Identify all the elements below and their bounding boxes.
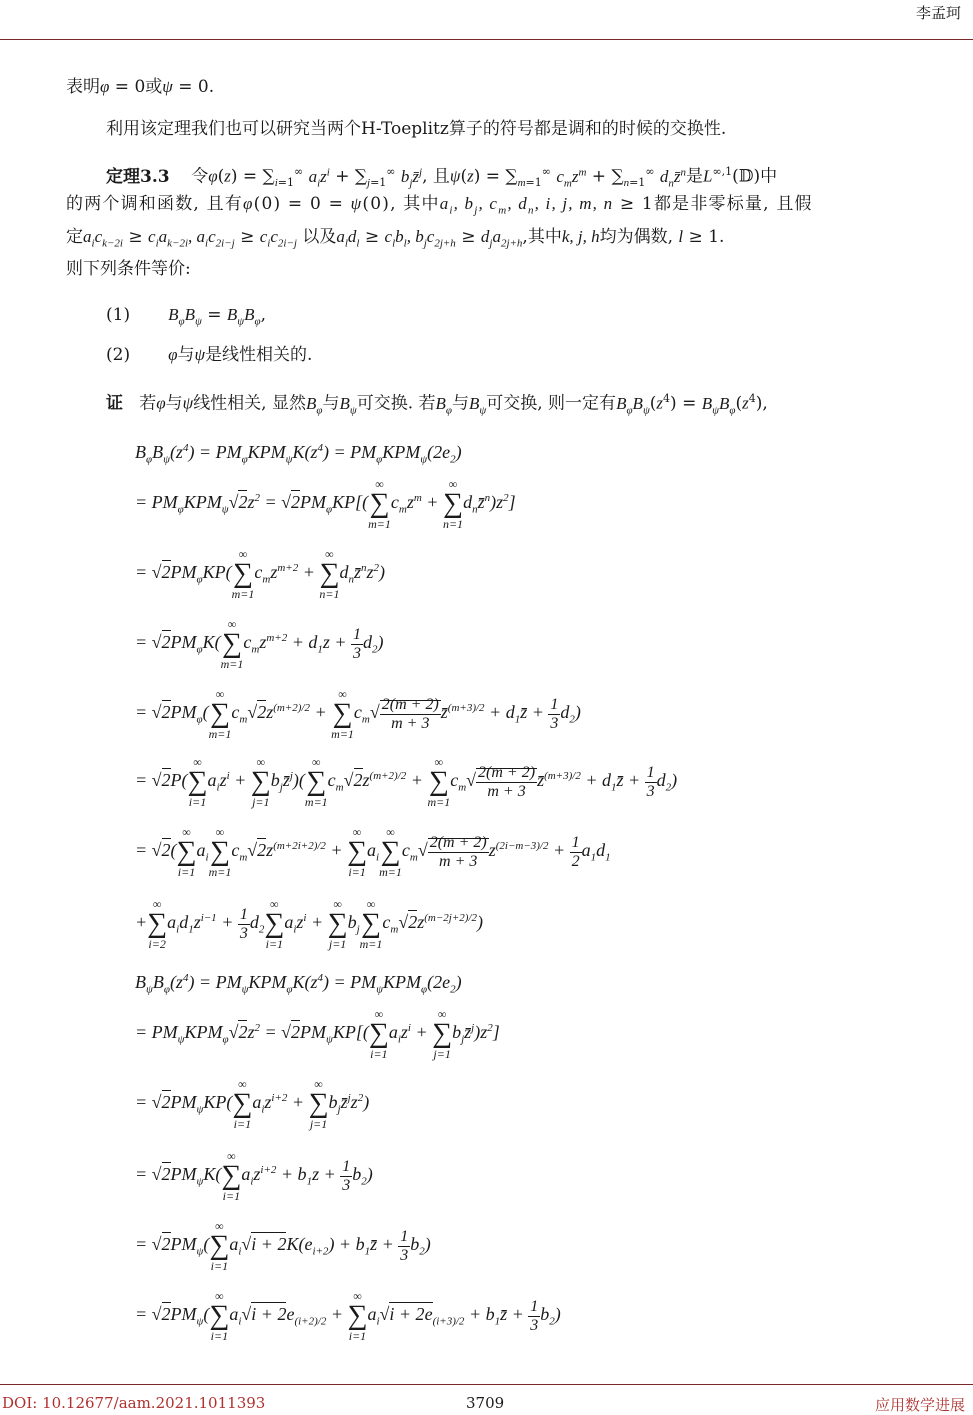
equation-2: = $PM_\varphi KPM_\psi√2z^2 = √2PM_\varphi KP$[( ∞ ∑ m=1 $c_mz^m$ + ∞ ∑ n=1 $d_nz̄^n)z^2$] (135, 477, 516, 531)
proof-label: 证 (106, 393, 123, 414)
equation-1: $B_\varphi B_\psi(z^4) = PM_\varphi KPM_\psi K(z^4) = PM_\varphi KPM_\psi(2e_2)$ (135, 442, 462, 466)
theorem-line-4: 则下列条件等价: (66, 259, 191, 279)
proof-line: 证 若φ与ψ线性相关, 显然$B_\varphi$与$B_\psi$可交换. 若$B_\varphi$与$B_\psi$可交换, 则一定有$B_\varphi B_\psi(z^4) = B_\psi B_\varphi(z^4)$, (106, 392, 768, 417)
equation-6: = √2P( ∞ ∑ i=1 $a_iz^i$ + ∞ ∑ j=1 $b_jz̄^j$)( ∞ ∑ m=1 $c_m√2z^{(m+2)/2}$ + ∞ ∑ m=1 $c_m√$ $\frac{2(m + 2)}{m + 3}$ z̄$^{(m+3)/2}$ + $d_1z̄$ + $\frac{1}{3}$ $d_2$) (135, 755, 678, 809)
equation-11: = $√2PM_\psi KP$( ∞ ∑ i=1 $a_iz^{i+2}$ + ∞ ∑ j=1 $b_jz̄^jz^2$) (135, 1077, 370, 1131)
condition-1-number: (1) (106, 305, 131, 325)
equation-12: = $√2PM_\psi K$( ∞ ∑ i=1 $a_iz^{i+2} + b_1z$ + $\frac{1}{3}$ $b_2$) (135, 1149, 373, 1203)
equation-5: = $√2PM_\varphi$( ∞ ∑ m=1 $c_m√2z^{(m+2)/2}$ + ∞ ∑ m=1 $c_m√$ $\frac{2(m + 2)}{m + 3}$ z̄$^{(m+3)/2}$ + $d_1z̄$ + $\frac{1}{3}$ $d_2$) (135, 687, 581, 741)
theorem-label: 定理3.3 (106, 166, 170, 187)
running-header-author: 李孟珂 (915, 4, 961, 22)
condition-2-number: (2) (106, 345, 131, 365)
equation-4: = $√2PM_\varphi K$( ∞ ∑ m=1 $c_mz^{m+2} + d_1z$ + $\frac{1}{3}$ $d_2$) (135, 617, 384, 671)
equation-9: $B_\psi B_\varphi(z^4) = PM_\psi KPM_\varphi K(z^4) = PM_\psi KPM_\varphi(2e_2)$ (135, 972, 462, 996)
text-line-1: 表明φ = 0或ψ = 0. (66, 77, 215, 97)
equation-8: + ∞ ∑ i=2 $a_id_1z^{i-1}$ + $\frac{1}{3}$ $d_2$ ∞ ∑ i=1 $a_iz^i$ + ∞ ∑ j=1 $b_j$ ∞ ∑ m=1 $c_m√2z^{(m-2j+2)/2}$) (135, 897, 483, 951)
equation-3: = $√2PM_\varphi KP$( ∞ ∑ m=1 $c_mz^{m+2}$ + ∞ ∑ n=1 $d_nz̄^nz^2$) (135, 547, 386, 601)
footer-doi-link[interactable]: DOI: 10.12677/aam.2021.1011393 (2, 1394, 266, 1412)
theorem-line-2: 的两个调和函数, 且有φ(0) = 0 = ψ(0), 其中$a_i$, $b_j$, $c_m$, $d_n$, i, j, m, n ≥ 1都是非零标量, 且假 (66, 194, 813, 217)
text-line-2: 利用该定理我们也可以研究当两个H-Toeplitz算子的符号都是调和的时候的交换性. (106, 119, 727, 139)
footer-journal-name: 应用数学进展 (874, 1396, 965, 1414)
footer-page-number: 3709 (466, 1394, 505, 1412)
footer-rule (0, 1384, 973, 1385)
equation-13: = $√2PM_\psi$( ∞ ∑ i=1 $a_i√i + 2K(e_{i+2})$ + $b_1z̄$ + $\frac{1}{3}$ $b_2$) (135, 1219, 431, 1273)
equation-10: = $PM_\psi KPM_\varphi√2z^2 = √2PM_\psi KP$[( ∞ ∑ i=1 $a_iz^i$ + ∞ ∑ j=1 $b_jz̄^j)z^2$] (135, 1007, 500, 1061)
equation-7: = √2( ∞ ∑ i=1 $a_i$ ∞ ∑ m=1 $c_m√2z^{(m+2i+2)/2}$ + ∞ ∑ i=1 $a_i$ ∞ ∑ m=1 $c_m√$ $\frac{2(m + 2)}{m + 3}$ $z^{(2i-m-3)/2}$ + $\frac{1}{2}$ $a_1d_1$ (135, 825, 611, 879)
header-rule (0, 39, 973, 40)
equation-14: = $√2PM_\psi$( ∞ ∑ i=1 $a_i√i + 2e_{(i+2)/2}$ + ∞ ∑ i=1 $a_i√i + 2e_{(i+3)/2}$ + $b_1z̄$ + $\frac{1}{3}$ $b_2$) (135, 1289, 561, 1343)
condition-2: (2) φ与ψ是线性相关的. (106, 345, 313, 365)
condition-1: (1) $B_\varphi B_\psi = B_\psi B_\varphi$, (106, 305, 266, 328)
theorem-line-1: 定理3.3 令$\varphi(z) = \sum_{i=1}^\infty$ $a_iz^i + \sum_{j=1}^\infty$ $b_jz̄^j$, 且$\psi(z) = \sum_{m=1}^\infty$ $c_mz^m + \sum_{n=1}^\infty$ $d_nz̄^n$是$L^{\infty,1}(𝔻)$中 (106, 165, 778, 190)
theorem-line-3: 定$a_ic_{k-2i} \ge c_ia_{k-2i}$, $a_ic_{2i-j} \ge c_ic_{2i-j}$ 以及$a_ld_l \ge c_lb_l$, $b_jc_{2j+h} \ge d_ja_{2j+h}$,其中k, j, h均为偶数, l ≥ 1. (66, 227, 725, 250)
